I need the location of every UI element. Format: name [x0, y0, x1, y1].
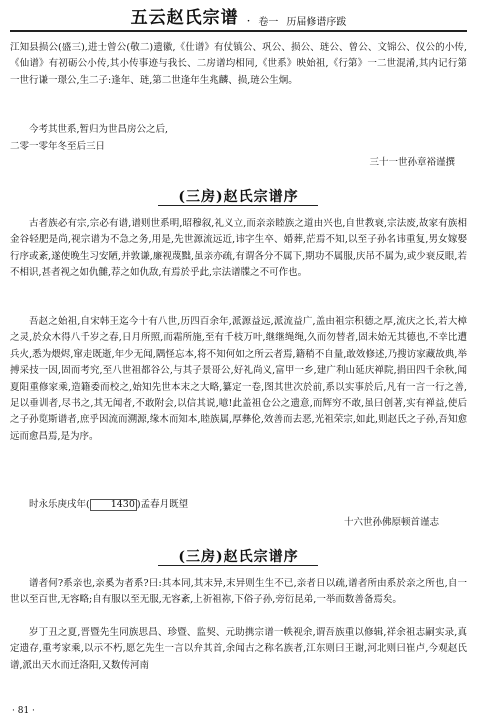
chapter-label: 历届修谱序跋 — [286, 17, 347, 28]
book-title: 五云赵氏宗谱 — [130, 8, 239, 28]
preface-paragraph: 古者族必有宗,宗必有谱,谱则世系明,昭穆叙,礼义立,而亲亲睦族之道由兴也,自世教衰,宗法废,故家有族相金谷轻肥是尚,视宗谱为不急之务,用是,先世源流远近,讳字生卒、婚葬,茫焉不知,以至子孙名讳重复,男女嫁娶行序或紊,遂使晚生习安陋,并敦谦,廉视蔑黜,虽亲亦疏,有谓各分不属下,期功不属服,庆吊不属为,或少衰反眼,若不相识,甚者视之如仇雠,荐之如仇敌,有焉於乎此,宗法谱牒之不可作也。 — [10, 218, 467, 279]
intro-signature: 三十一世孙章裕谨撰 — [369, 157, 455, 168]
preface-date: 时永乐庚戌年( 1430 )孟春月既望 — [29, 499, 189, 510]
intro-date: 二零一零年冬至后三日 — [10, 141, 106, 152]
preface-paragraph-2: 吾赵之始祖,自宋韩王迄今十有八世,历四百余年,派源益远,派流益广,盖由祖宗积德之厚,流庆之长,若大樟之灵,於众木得八千岁之春,日月所照,而霜所施,至有千枝万叶,继继绳绳,久而勿替者,固未始无其德也,不幸比遭兵火,悉为煨烬,窜走既逝,年少无闻,隅怪忘本,将不知何如之所云者焉,籍稍不自量,敢效修述,乃搜访家藏故典,举搏采技一因,固而考究,至八世祖都谷公,与其子景哥公,好礼尚义,富甲一乡,建广利山延庆禅院,捐田四千余秋,闻夏阳重修家乘,造籍委而校之,始知先世本末之大略,纂定一卷,图其世次於前,系以实事於后,凡有一言一行之善,足以垂训者,尽书之,其无闻者,不敢附会,以信其说,噫!此盖祖仓公之遗意,而辉穷不敢,虽曰创著,实有禅益,使后之子孙览斯谱者,庶乎因流而溯源,缘木而知本,睦族属,厚彝伦,效善而去恶,光祖荣宗,如此,则赵氏之子孙,吾知愈远而愈昌焉,是为序。 — [10, 316, 467, 442]
page-header — [10, 4, 467, 32]
preface2-paragraph: 谱者何?系亲也,亲奚为者系?曰:其本同,其末异,末异则生生不已,亲者日以疏,谱者所由系於亲之所也,自一世以至百世,无容略;自有服以至无服,无容紊,上祈祖祢,下俗子孙,旁衍昆弟,一举而数善备焉矣。 — [10, 578, 467, 606]
intro-paragraph-2: 今考其世系,暂归为世昌房公之后, — [29, 124, 169, 135]
volume-label: 卷一 — [258, 17, 279, 28]
page-number: · 81 · — [12, 706, 35, 716]
preface2-paragraph-2: 岁丁丑之夏,晋暨先生同族思昌、珍暨、监契、元助携宗谱一帙视余,谓吾族重以修辑,祥余祖志嗣实录,真定遗存,重考家乘,以示不朽,愿乞先生一言以弁其首,余闻古之称名族者,江东则曰王谢,河北则曰崔卢,今观赵氏谱,派出天水而迁洛阳,又数传河南 — [10, 627, 467, 671]
preface-signature: 十六世孙佛原顿首谨志 — [343, 517, 439, 528]
header-separator: · — [246, 14, 251, 28]
section-title-2: (三房)赵氏宗谱序 — [178, 549, 299, 565]
title-underline-2 — [158, 565, 318, 566]
title-underline — [158, 205, 318, 206]
section-title: (三房)赵氏宗谱序 — [178, 189, 299, 205]
intro-paragraph: 江知县损公(盛三),进士曾公(敬二)遗徽,《仕谱》有仗镇公、巩公、损公、琏公、曾公、文锦公、仪公的小传,《仙谱》有初砺公小传,其小传事迹与我长、二房谱均相同,《世系》映始祖,《行第》一二世混淆,其内记行第一世行谦一璟公,生二子:逢年、琏,第二世逢年生兆麟、损,琏公生炯。 — [10, 42, 467, 86]
year-highlight: 1430 — [90, 499, 137, 511]
